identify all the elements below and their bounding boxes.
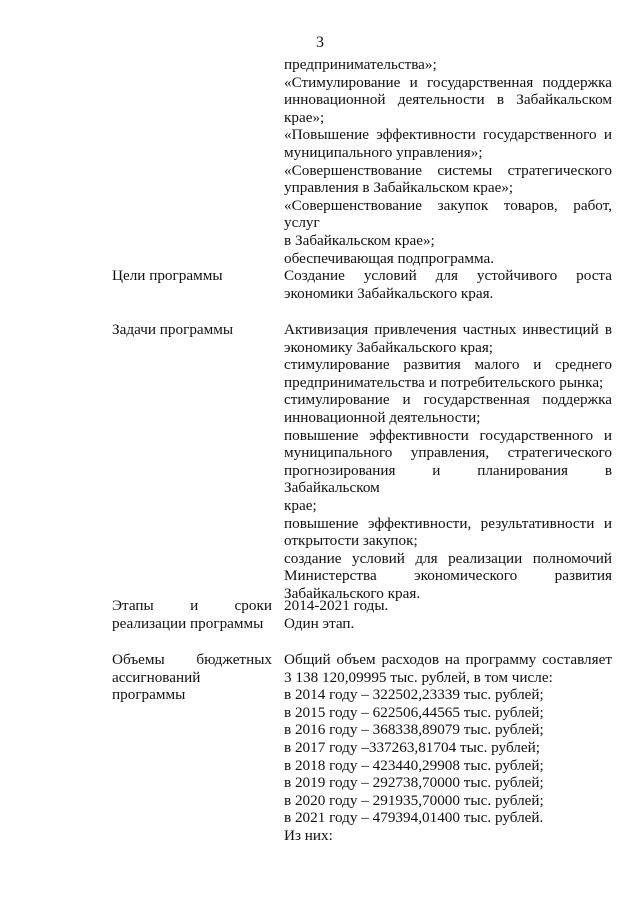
budget-year-line: в 2016 году – 368338,89079 тыс. рублей; (284, 721, 544, 739)
section-label: Задачи программы (112, 321, 234, 338)
text-line: муниципального управления»; (284, 143, 483, 161)
stages-label (112, 597, 272, 632)
text-line: предпринимательства»; (284, 56, 437, 73)
page-number: 3 (316, 34, 324, 51)
text-line: открытости закупок; (284, 532, 418, 550)
text-line: повышение эффективности государственного и (284, 426, 612, 444)
section-label: Цели программы (112, 267, 223, 284)
text-line: «Совершенствование системы стратегического (284, 161, 612, 179)
text-line: Один этап. (284, 614, 355, 632)
subprogram-list (284, 56, 612, 267)
text-line: Создание условий для устойчивого роста (284, 267, 612, 284)
text-line: экономики Забайкальского края. (284, 284, 494, 302)
text-line: крае; (284, 496, 317, 514)
text-line: создание условий для реализации полномочий (284, 549, 612, 567)
goals-text (284, 267, 612, 302)
text-line: инновационной деятельности в Забайкальском (284, 91, 612, 109)
stages-text (284, 597, 612, 632)
budget-year-line: в 2020 году – 291935,70000 тыс. рублей; (284, 791, 544, 809)
text-line: экономику Забайкальского края; (284, 338, 494, 356)
tasks-text (284, 321, 612, 603)
text-line: стимулирование и государственная поддержка (284, 391, 612, 409)
text-line: крае»; (284, 108, 325, 126)
tasks-label (112, 321, 272, 339)
budget-year-line: в 2014 году – 322502,23339 тыс. рублей; (284, 686, 544, 704)
text-line: в Забайкальском крае»; (284, 231, 435, 249)
text-line: инновационной деятельности; (284, 408, 481, 426)
text-line: Активизация привлечения частных инвестиций в (284, 321, 612, 338)
budget-year-line: в 2018 году – 423440,29908 тыс. рублей; (284, 756, 544, 774)
section-label: реализации программы (112, 614, 264, 632)
text-line: Забайкальского края. (284, 584, 421, 602)
text-line: 3 138 120,09995 тыс. рублей, в том числе: (284, 668, 553, 686)
text-line: обеспечивающая подпрограмма. (284, 249, 495, 267)
budget-year-line: в 2019 году – 292738,70000 тыс. рублей; (284, 774, 544, 792)
text-line: Из них: (284, 826, 333, 844)
text-line: управления в Забайкальском крае»; (284, 179, 514, 197)
text-line: «Стимулирование и государственная поддержка (284, 73, 612, 91)
section-label: Объемы бюджетных (112, 651, 272, 668)
text-line: «Совершенствование закупок товаров, работ, услуг (284, 196, 612, 232)
budget-year-line: в 2021 году – 479394,01400 тыс. рублей. (284, 809, 544, 827)
budget-text (284, 651, 612, 845)
text-line: повышение эффективности, результативности и (284, 514, 612, 532)
section-label: ассигнований (112, 668, 201, 686)
section-label: Этапы и сроки (112, 597, 272, 614)
text-line: предпринимательства и потребительского рынка; (284, 373, 604, 391)
budget-year-line: в 2017 году –337263,81704 тыс. рублей; (284, 738, 540, 756)
text-line: «Повышение эффективности государственного и (284, 126, 612, 144)
text-line: стимулирование развития малого и среднего (284, 356, 612, 374)
text-line: 2014-2021 годы. (284, 597, 389, 614)
goals-label (112, 267, 272, 285)
text-line: Министерства экономического развития (284, 567, 612, 585)
section-label: программы (112, 686, 186, 704)
budget-year-line: в 2015 году – 622506,44565 тыс. рублей; (284, 703, 544, 721)
budget-label (112, 651, 272, 704)
text-line: прогнозирования и планирования в Забайкальском (284, 461, 612, 497)
text-line: муниципального управления, стратегического (284, 444, 612, 462)
text-line: Общий объем расходов на программу составляет (284, 651, 612, 668)
